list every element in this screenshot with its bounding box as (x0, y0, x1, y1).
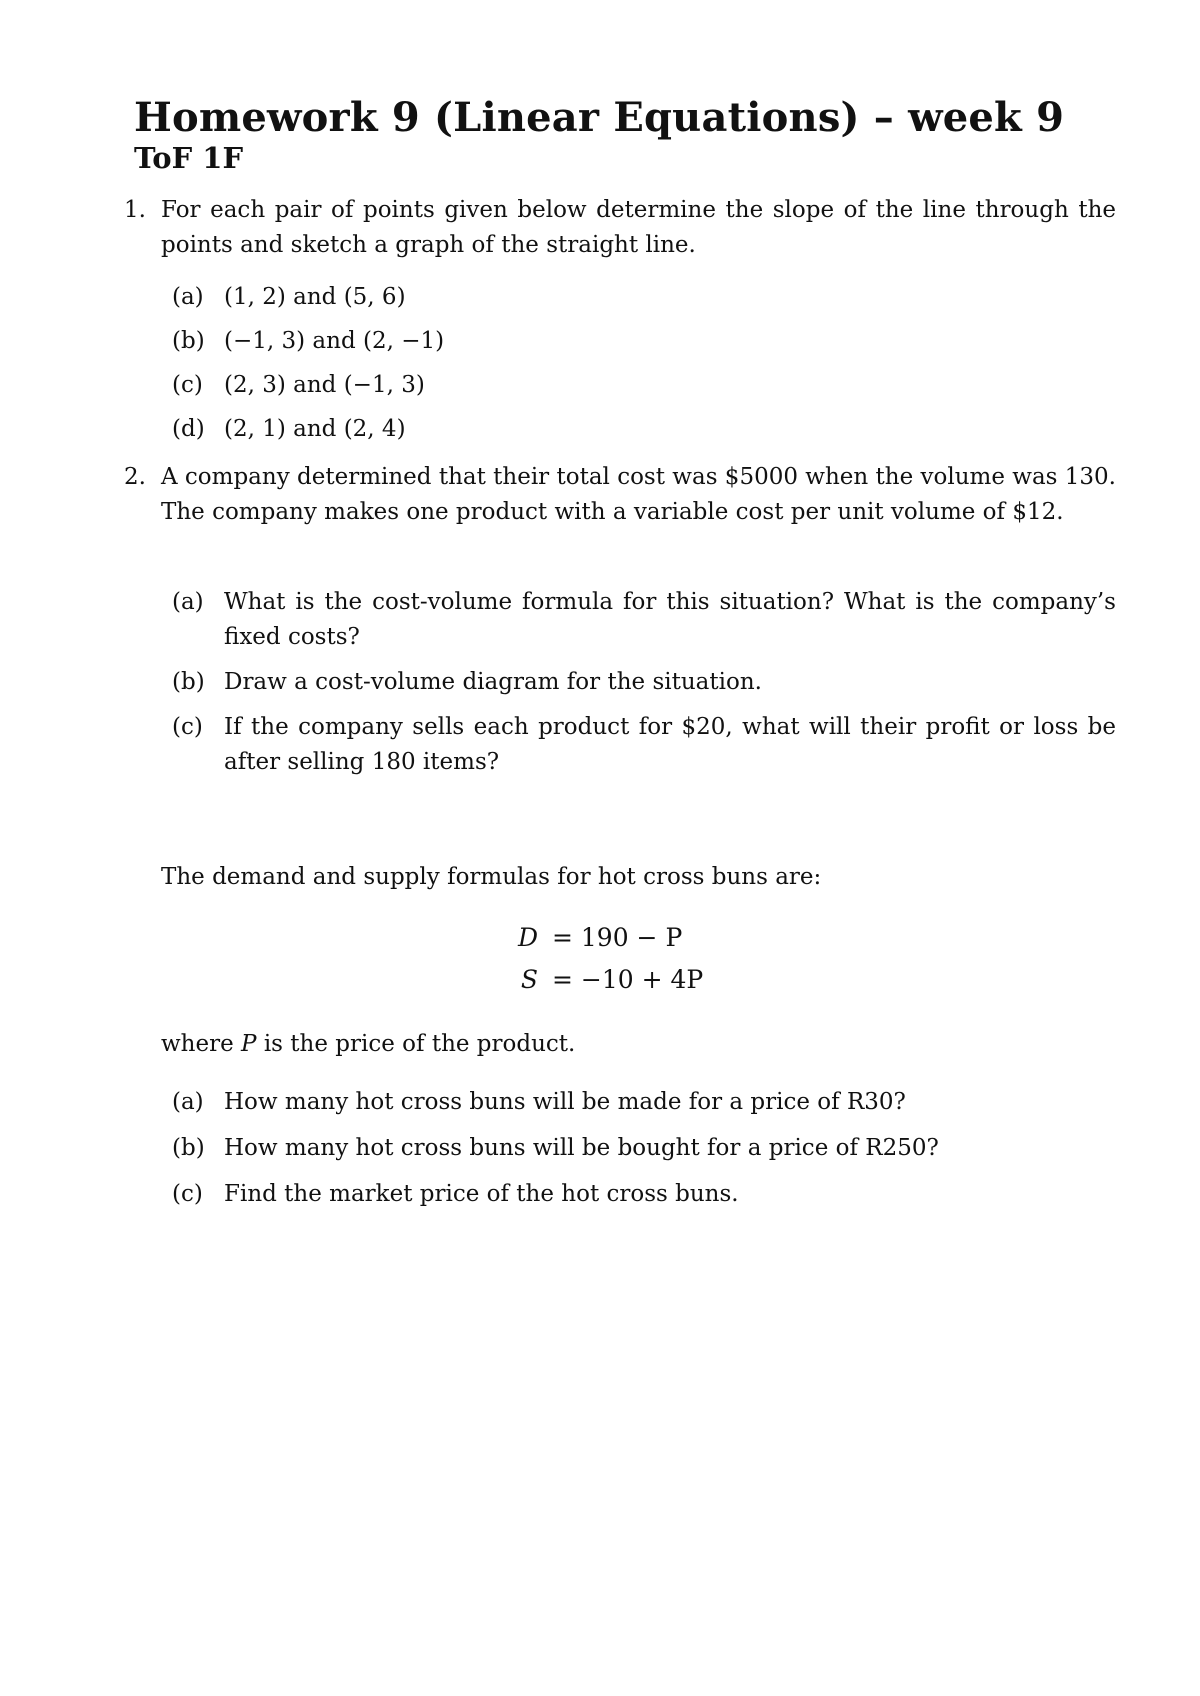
part-text: If the company sells each product for $20, what will their profit or loss be after selling 180 items? (224, 714, 1116, 775)
question-2-text: A company determined that their total cost was $5000 when the volume was 130. The company makes one product with a variable cost per unit volume of $12. (161, 464, 1116, 525)
demand-supply-part-a (172, 1085, 1116, 1120)
question-2-parts (172, 585, 1116, 790)
page-subtitle: ToF 1F (134, 141, 244, 175)
question-1-parts (172, 280, 1116, 456)
part-label: (c) (172, 714, 203, 740)
part-text: (2, 1) and (2, 4) (224, 416, 406, 442)
question-1-text: For each pair of points given below determine the slope of the line through the points and sketch a graph of the straight line. (161, 197, 1116, 258)
question-1-number: 1. (124, 197, 146, 223)
part-text: (2, 3) and (−1, 3) (224, 372, 425, 398)
part-label: (a) (172, 284, 204, 310)
question-2-number: 2. (124, 464, 146, 490)
part-label: (b) (172, 1135, 205, 1161)
demand-equation (0, 917, 1200, 959)
part-label: (c) (172, 1181, 203, 1207)
part-text: (1, 2) and (5, 6) (224, 284, 406, 310)
demand-supply-part-c (172, 1177, 1116, 1212)
supply-equation (0, 959, 1200, 1001)
demand-supply-part-b (172, 1131, 1116, 1166)
part-label: (a) (172, 589, 204, 615)
part-text: How many hot cross buns will be bought for a price of R250? (224, 1135, 939, 1161)
page-title: Homework 9 (Linear Equations) – week 9 (134, 94, 1065, 141)
equation-rhs: = 190 − P (552, 923, 683, 952)
question-2-part-c (172, 710, 1116, 780)
part-text: What is the cost-volume formula for this situation? What is the company’s fixed costs? (224, 589, 1116, 650)
question-2-part-b (172, 665, 1116, 700)
demand-supply-equations (0, 917, 1200, 1001)
question-1-part-b (172, 324, 1116, 359)
part-text: How many hot cross buns will be made for a price of R30? (224, 1089, 906, 1115)
question-1-part-c (172, 368, 1116, 403)
part-text: Draw a cost-volume diagram for the situation. (224, 669, 762, 695)
demand-supply-parts (172, 1085, 1116, 1223)
part-text: Find the market price of the hot cross buns. (224, 1181, 739, 1207)
equation-rhs: = −10 + 4P (552, 965, 704, 994)
part-text: (−1, 3) and (2, −1) (224, 328, 445, 354)
where-statement (161, 1027, 1116, 1062)
demand-supply-intro: The demand and supply formulas for hot cross buns are: (161, 864, 822, 890)
where-suffix: is the price of the product. (256, 1031, 576, 1057)
equation-lhs: S (520, 965, 538, 994)
where-variable: P (241, 1031, 257, 1057)
equation-lhs: D (517, 923, 538, 952)
part-label: (b) (172, 669, 205, 695)
where-prefix: where (161, 1031, 242, 1057)
part-label: (a) (172, 1089, 204, 1115)
part-label: (b) (172, 328, 205, 354)
question-1-part-a (172, 280, 1116, 315)
part-label: (d) (172, 416, 205, 442)
question-1-part-d (172, 412, 1116, 447)
question-2-part-a (172, 585, 1116, 655)
part-label: (c) (172, 372, 203, 398)
